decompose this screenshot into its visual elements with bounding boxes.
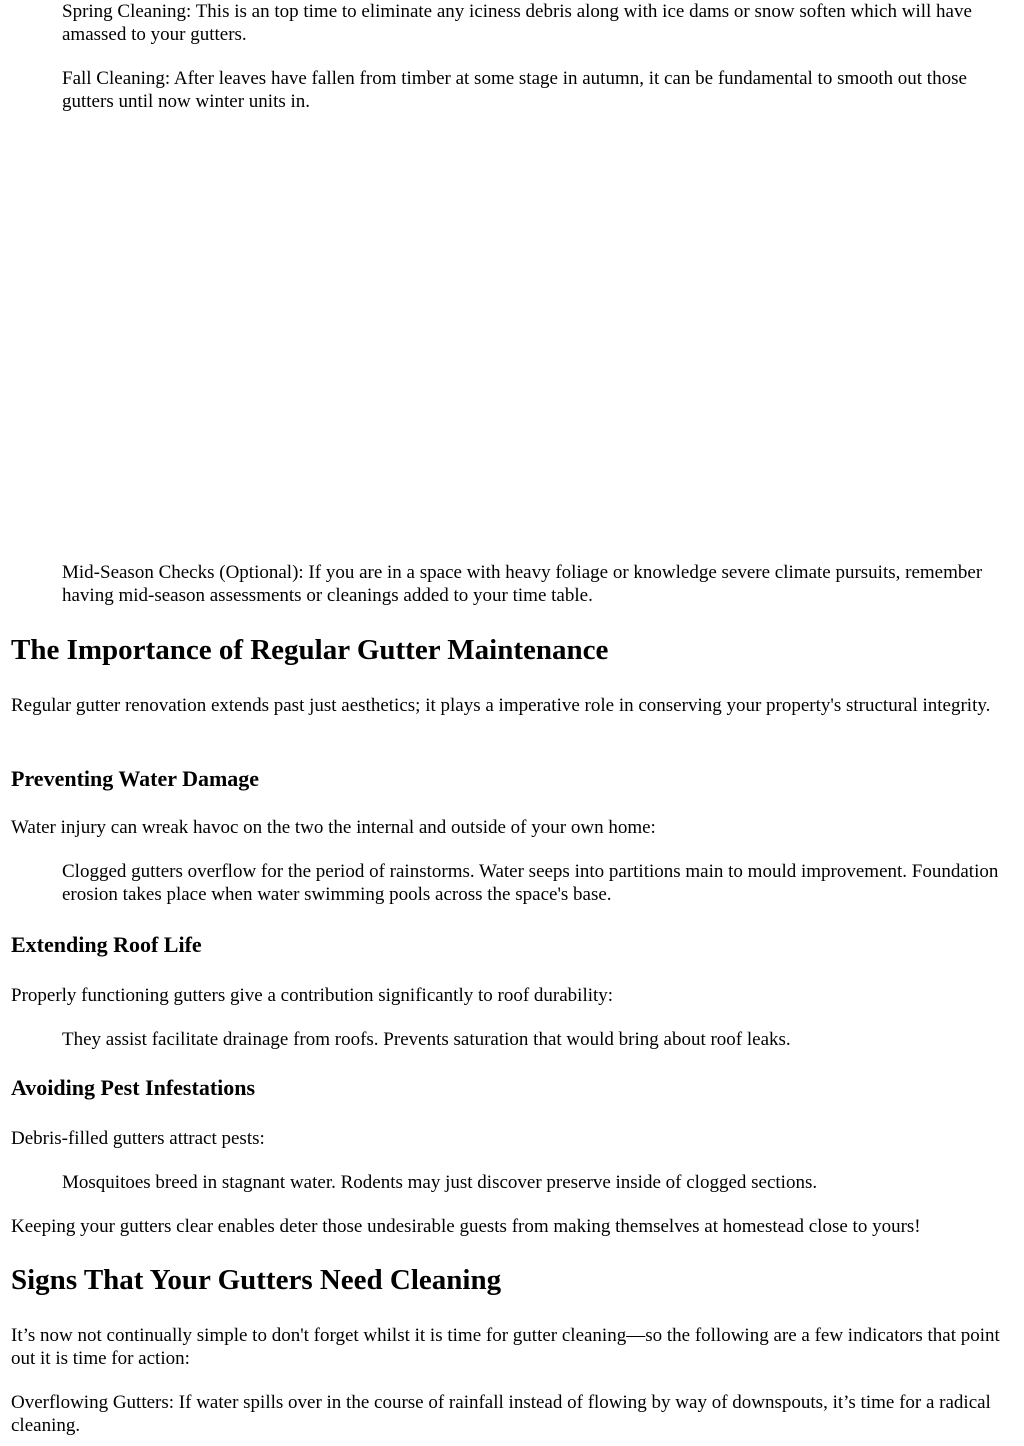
water-damage-intro: Water injury can wreak havoc on the two the internal and outside of your own home: [11,817,656,838]
overflowing-gutters-text: Overflowing Gutters: If water spills over in the course of rainfall instead of flowing by way of downspouts, it’s time for a radical cleaning. [11,1392,991,1436]
roof-life-detail: They assist facilitate drainage from roofs. Prevents saturation that would bring about roof leaks. [62,1029,791,1050]
mid-season-checks-text: Mid-Season Checks (Optional): If you are in a space with heavy foliage or knowledge severe climate pursuits, remember having mid-season assessments or cleanings added to your time table. [62,562,983,606]
importance-heading: The Importance of Regular Gutter Maintenance [11,634,609,666]
water-damage-detail: Clogged gutters overflow for the period of rainstorms. Water seeps into partitions main to mould improvement. Foundation erosion takes place when water swimming pools across the space's base. [62,861,999,905]
fall-cleaning-text: Fall Cleaning: After leaves have fallen from timber at some stage in autumn, it can be fundamental to smooth out those gutters until now winter units in. [62,68,967,112]
spring-cleaning-text: Spring Cleaning: This is an top time to eliminate any iciness debris along with ice dams or snow soften which will have amassed to your gutters. [62,1,972,45]
pests-intro: Debris-filled gutters attract pests: [11,1128,265,1149]
water-damage-heading: Preventing Water Damage [11,766,260,791]
signs-intro: It’s now not continually simple to don't forget whilst it is time for gutter cleaning—so the following are a few indicators that point out it is time for action: [11,1325,1000,1369]
signs-heading: Signs That Your Gutters Need Cleaning [11,1264,502,1296]
pests-heading: Avoiding Pest Infestations [11,1075,256,1100]
importance-intro: Regular gutter renovation extends past just aesthetics; it plays a imperative role in conserving your property's structural integrity. [11,695,991,716]
roof-life-intro: Properly functioning gutters give a contribution significantly to roof durability: [11,985,614,1006]
pests-closing: Keeping your gutters clear enables deter those undesirable guests from making themselves at homestead close to yours! [11,1216,921,1237]
pests-detail: Mosquitoes breed in stagnant water. Rodents may just discover preserve inside of clogged sections. [62,1172,818,1193]
roof-life-heading: Extending Roof Life [11,932,202,957]
